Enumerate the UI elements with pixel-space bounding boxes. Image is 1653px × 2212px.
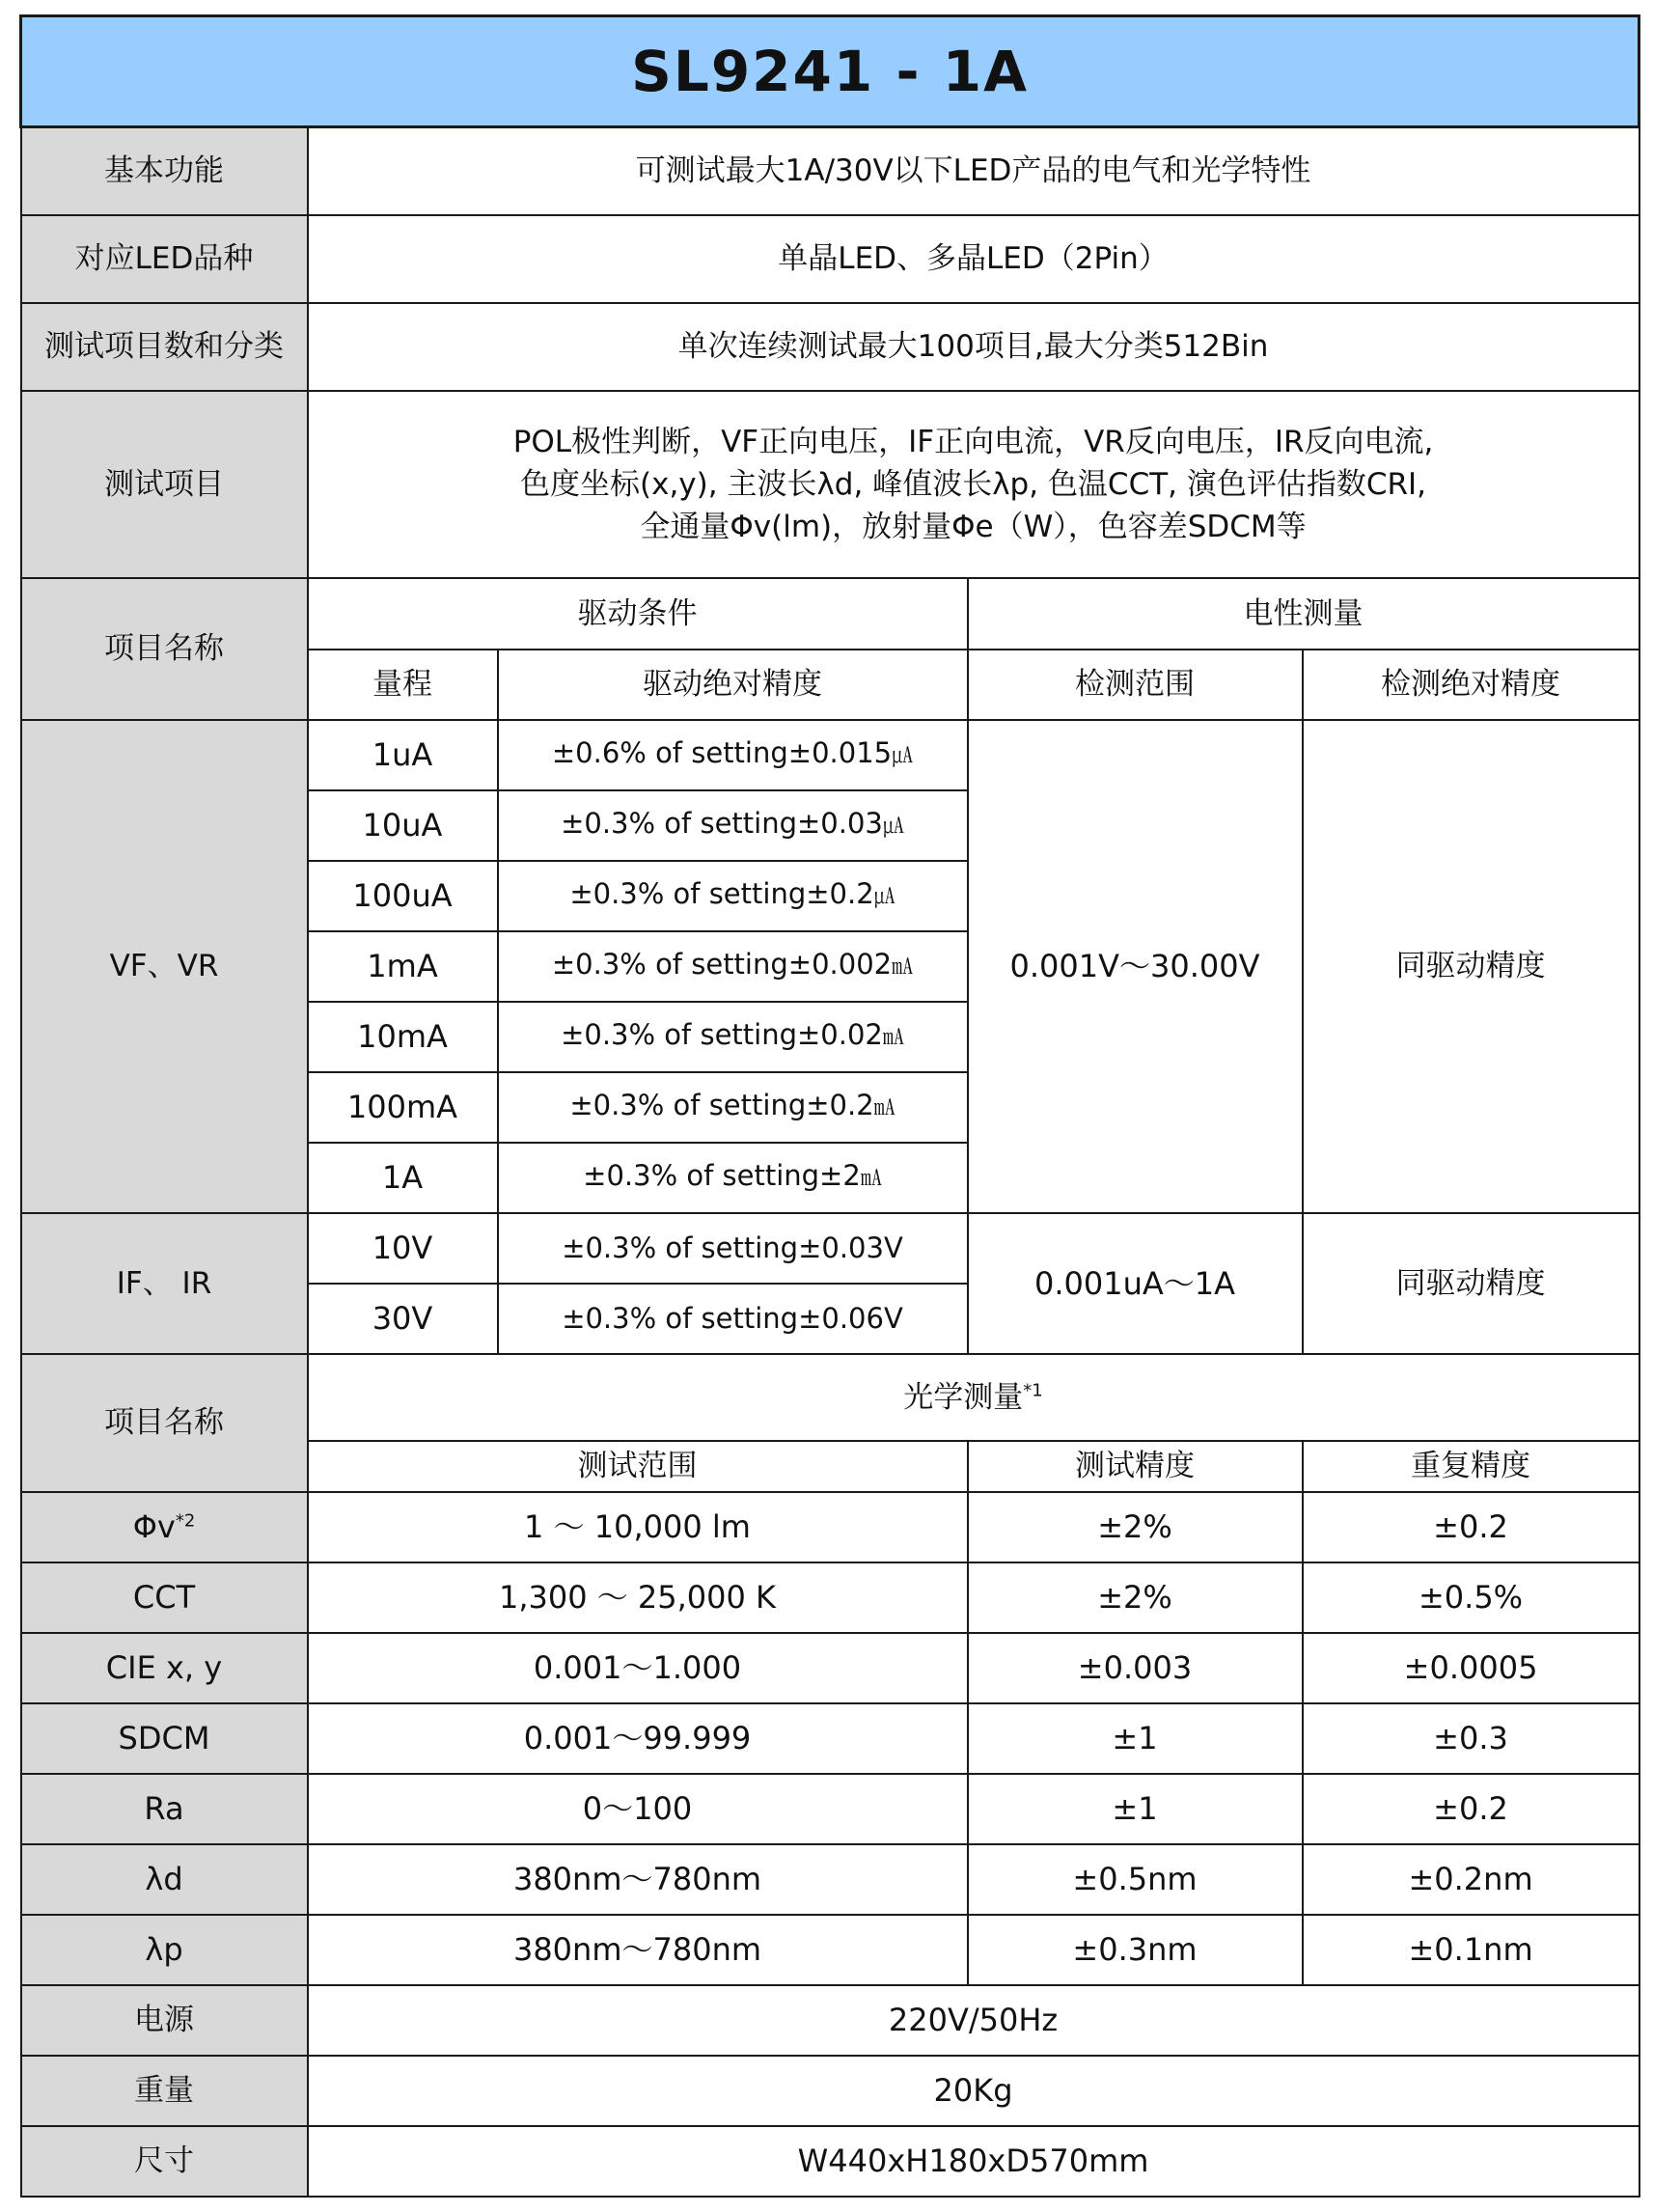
test-items-line: POL极性判断，VF正向电压，IF正向电流，VR反向电压，IR反向电流, bbox=[512, 424, 1434, 459]
range-cell: 10uA bbox=[308, 790, 498, 861]
footnote-marker: *1 bbox=[1023, 1380, 1043, 1401]
table-row bbox=[21, 1774, 1639, 1844]
row-label: 测试项目 bbox=[21, 391, 308, 578]
spec-table bbox=[19, 14, 1640, 2198]
optical-param-label: CIE x, y bbox=[21, 1633, 308, 1703]
table-row bbox=[21, 1633, 1639, 1703]
row-label: 尺寸 bbox=[21, 2126, 308, 2197]
optical-repeat-cell: ±0.2 bbox=[1303, 1774, 1639, 1844]
table-row bbox=[21, 1844, 1639, 1915]
optical-precision-cell: ±0.5nm bbox=[968, 1844, 1303, 1915]
vf-detect-precision: 同驱动精度 bbox=[1303, 720, 1639, 1213]
if-detect-range: 0.001uA～1A bbox=[968, 1213, 1303, 1354]
optical-param-label: CCT bbox=[21, 1562, 308, 1633]
optical-repeat-cell: ±0.1nm bbox=[1303, 1915, 1639, 1985]
range-cell: 100uA bbox=[308, 861, 498, 931]
test-precision-col-header: 测试精度 bbox=[968, 1441, 1303, 1492]
table-row bbox=[21, 1562, 1639, 1633]
optical-precision-cell: ±1 bbox=[968, 1774, 1303, 1844]
row-value: 单晶LED、多晶LED（2Pin） bbox=[308, 215, 1639, 303]
table-row bbox=[21, 2056, 1639, 2126]
optical-param-label: SDCM bbox=[21, 1703, 308, 1774]
item-name-label: 项目名称 bbox=[21, 578, 308, 720]
table-row bbox=[21, 1915, 1639, 1985]
test-items-list bbox=[308, 391, 1639, 578]
row-value: 20Kg bbox=[308, 2056, 1639, 2126]
optical-precision-cell: ±2% bbox=[968, 1562, 1303, 1633]
precision-cell: ±0.3% of setting±0.2㎂ bbox=[498, 861, 968, 931]
test-items-line: 全通量Φv(lm)，放射量Φe（W），色容差SDCM等 bbox=[640, 509, 1307, 544]
test-range-col-header: 测试范围 bbox=[308, 1441, 968, 1492]
if-ir-label: IF、 IR bbox=[21, 1213, 308, 1354]
row-value: 可测试最大1A/30V以下LED产品的电气和光学特性 bbox=[308, 127, 1639, 215]
row-label: 测试项目数和分类 bbox=[21, 303, 308, 391]
optical-precision-cell: ±1 bbox=[968, 1703, 1303, 1774]
table-row bbox=[21, 1354, 1639, 1441]
table-row bbox=[21, 127, 1639, 215]
range-cell: 1mA bbox=[308, 931, 498, 1002]
unit-label: ㎂ bbox=[882, 815, 904, 840]
vf-vr-label: VF、VR bbox=[21, 720, 308, 1213]
drive-conditions-header: 驱动条件 bbox=[308, 578, 968, 650]
table-row bbox=[21, 391, 1639, 578]
range-cell: 100mA bbox=[308, 1072, 498, 1143]
optical-repeat-cell: ±0.0005 bbox=[1303, 1633, 1639, 1703]
optical-measure-header: 光学测量$^{*1}$ bbox=[308, 1354, 1639, 1441]
row-value: W440xH180xD570mm bbox=[308, 2126, 1639, 2197]
if-detect-precision: 同驱动精度 bbox=[1303, 1213, 1639, 1354]
row-value: 220V/50Hz bbox=[308, 1985, 1639, 2056]
optical-range-cell: 380nm～780nm bbox=[308, 1844, 968, 1915]
precision-cell: ±0.6% of setting±0.015㎂ bbox=[498, 720, 968, 790]
footnote-marker: *2 bbox=[175, 1510, 196, 1532]
precision-cell: ±0.3% of setting±0.03㎂ bbox=[498, 790, 968, 861]
table-row bbox=[21, 2126, 1639, 2197]
optical-repeat-cell: ±0.2nm bbox=[1303, 1844, 1639, 1915]
detect-range-col-header: 检测范围 bbox=[968, 650, 1303, 720]
unit-label: ㎃ bbox=[860, 1167, 882, 1192]
optical-precision-cell: ±2% bbox=[968, 1492, 1303, 1562]
drive-precision-col-header: 驱动绝对精度 bbox=[498, 650, 968, 720]
optical-range-cell: 1 ～ 10,000 lm bbox=[308, 1492, 968, 1562]
range-col-header: 量程 bbox=[308, 650, 498, 720]
optical-repeat-cell: ±0.3 bbox=[1303, 1703, 1639, 1774]
table-row bbox=[21, 1492, 1639, 1562]
precision-cell: ±0.3% of setting±0.002㎃ bbox=[498, 931, 968, 1002]
table-row bbox=[21, 215, 1639, 303]
precision-cell: ±0.3% of setting±0.02㎃ bbox=[498, 1002, 968, 1072]
row-label: 对应LED品种 bbox=[21, 215, 308, 303]
optical-repeat-cell: ±0.5% bbox=[1303, 1562, 1639, 1633]
detect-precision-col-header: 检测绝对精度 bbox=[1303, 650, 1639, 720]
range-cell: 1uA bbox=[308, 720, 498, 790]
row-label: 重量 bbox=[21, 2056, 308, 2126]
unit-label: ㎂ bbox=[892, 744, 914, 769]
table-row bbox=[21, 303, 1639, 391]
optical-param-label: λd bbox=[21, 1844, 308, 1915]
optical-precision-cell: ±0.003 bbox=[968, 1633, 1303, 1703]
unit-label: ㎂ bbox=[873, 885, 895, 910]
optical-range-cell: 0.001～99.999 bbox=[308, 1703, 968, 1774]
unit-label: ㎃ bbox=[882, 1026, 904, 1051]
unit-label: ㎃ bbox=[892, 955, 914, 981]
precision-cell: ±0.3% of setting±2㎃ bbox=[498, 1143, 968, 1213]
range-cell: 1A bbox=[308, 1143, 498, 1213]
optical-precision-cell: ±0.3nm bbox=[968, 1915, 1303, 1985]
product-title: SL9241 - 1A bbox=[21, 16, 1639, 127]
table-row bbox=[21, 1703, 1639, 1774]
row-label: 电源 bbox=[21, 1985, 308, 2056]
vf-detect-range: 0.001V～30.00V bbox=[968, 720, 1303, 1213]
optical-param-label: λp bbox=[21, 1915, 308, 1985]
unit-label: ㎃ bbox=[873, 1096, 895, 1121]
test-items-line: 色度坐标(x,y), 主波长λd, 峰值波长λp, 色温CCT, 演色评估指数CRI, bbox=[520, 466, 1427, 502]
row-value: 单次连续测试最大100项目,最大分类512Bin bbox=[308, 303, 1639, 391]
range-cell: 30V bbox=[308, 1284, 498, 1354]
row-label: 基本功能 bbox=[21, 127, 308, 215]
repeat-precision-col-header: 重复精度 bbox=[1303, 1441, 1639, 1492]
precision-cell: ±0.3% of setting±0.06V bbox=[498, 1284, 968, 1354]
optical-param-label: $\Phi v^{*2}$ bbox=[21, 1492, 308, 1562]
range-cell: 10mA bbox=[308, 1002, 498, 1072]
table-row bbox=[21, 720, 1639, 790]
precision-cell: ±0.3% of setting±0.2㎃ bbox=[498, 1072, 968, 1143]
table-row bbox=[21, 1985, 1639, 2056]
item-name-label: 项目名称 bbox=[21, 1354, 308, 1492]
electrical-measure-header: 电性测量 bbox=[968, 578, 1639, 650]
optical-range-cell: 1,300 ～ 25,000 K bbox=[308, 1562, 968, 1633]
precision-cell: ±0.3% of setting±0.03V bbox=[498, 1213, 968, 1284]
table-row bbox=[21, 1213, 1639, 1284]
optical-range-cell: 0.001～1.000 bbox=[308, 1633, 968, 1703]
optical-param-label: Ra bbox=[21, 1774, 308, 1844]
table-row bbox=[21, 578, 1639, 650]
optical-range-cell: 380nm～780nm bbox=[308, 1915, 968, 1985]
range-cell: 10V bbox=[308, 1213, 498, 1284]
optical-range-cell: 0～100 bbox=[308, 1774, 968, 1844]
optical-repeat-cell: ±0.2 bbox=[1303, 1492, 1639, 1562]
